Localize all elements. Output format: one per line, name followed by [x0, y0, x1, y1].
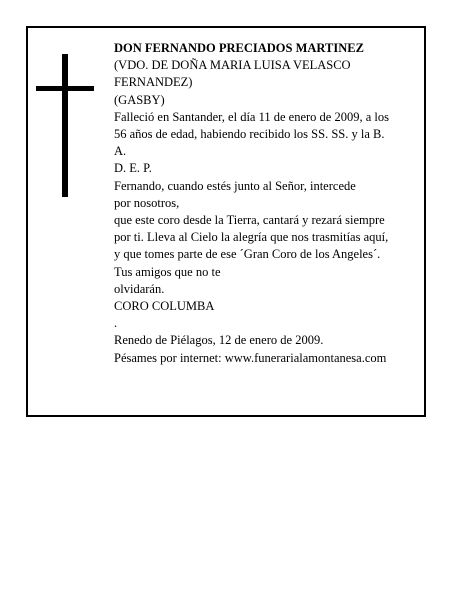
death-details-line-1: Falleció en Santander, el día 11 de enero de 2009, a los — [114, 109, 389, 124]
death-details-line-3: A. — [114, 144, 127, 159]
place-date: Renedo de Piélagos, 12 de enero de 2009. — [114, 333, 324, 348]
dedication-line-7: olvidarán. — [114, 281, 165, 296]
widow-line-1: (VDO. DE DOÑA MARIA LUISA VELASCO — [114, 58, 351, 73]
deceased-name: DON FERNANDO PRECIADOS MARTINEZ — [114, 41, 364, 55]
cross-vertical-bar — [62, 54, 68, 197]
dedication-line-2: por nosotros, — [114, 195, 180, 210]
cross-icon — [36, 54, 94, 197]
signature: CORO COLUMBA — [114, 299, 215, 314]
death-details-line-2: 56 años de edad, habiendo recibido los SS. SS. y la B. — [114, 127, 385, 142]
obituary-text — [114, 40, 418, 367]
separator-dot: . — [114, 316, 118, 331]
widow-line-2: FERNANDEZ) — [114, 75, 193, 90]
dedication-line-3: que este coro desde la Tierra, cantará y rezará siempre — [114, 213, 385, 228]
dedication-line-5: y que tomes parte de ese ´Gran Coro de los Angeles´. — [114, 247, 381, 262]
dedication-line-6: Tus amigos que no te — [114, 264, 221, 279]
dedication-line-1: Fernando, cuando estés junto al Señor, intercede — [114, 178, 356, 193]
dedication-line-4: por ti. Lleva al Cielo la alegría que nos trasmitías aquí, — [114, 230, 389, 245]
cross-horizontal-bar — [36, 86, 94, 91]
condolences-line: Pésames por internet: www.funerarialamontanesa.com — [114, 350, 387, 365]
rip-text: D. E. P. — [114, 161, 152, 176]
nickname: (GASBY) — [114, 92, 165, 107]
